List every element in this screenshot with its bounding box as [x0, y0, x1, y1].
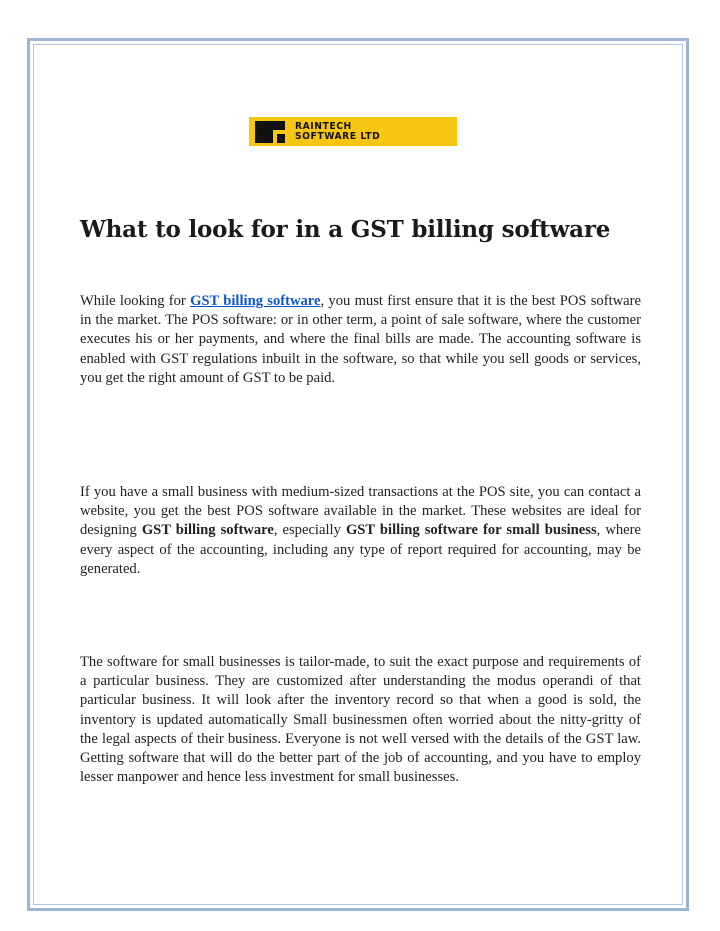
gst-billing-software-link[interactable]: GST billing software: [190, 293, 321, 309]
paragraph-intro-text-after: , you must first ensure that it is the best POS software in the market. The POS software: or in other term, a point of sale software, where the customer executes his or her payments, and where the final bills are made. The accounting software is enabled with GST regulations inbuilt in the software, so that while you sell goods or services, you get the right amount of GST to be paid.: [80, 293, 641, 386]
paragraph-tailor-made: The software for small businesses is tailor-made, to suit the exact purpose and requirements of a particular business. They are customized after understanding the modus operandi of that particular business. It will look after the inventory record so that when a good is sold, the inventory is updated automatically Small businessmen often worried about the nitty-gritty of the legal aspects of their business. Everyone is not well versed with the details of the GST law. Getting software that will do the better part of the job of accounting, and you have to employ lesser manpower and hence less investment for small businesses.: [80, 654, 641, 786]
paragraph-small-business-part-2: , especially: [273, 522, 346, 539]
company-logo: [249, 117, 457, 146]
bold-gst-billing-software: GST billing software: [141, 522, 274, 539]
raintech-logo-mark-icon: [255, 121, 285, 143]
paragraph-intro: [80, 292, 641, 388]
paragraph-small-business: [80, 483, 641, 579]
logo-line-1: RAINTECH: [295, 120, 352, 132]
bold-gst-billing-small-business: GST billing software for small business: [345, 522, 597, 539]
paragraph-intro-text-before: While looking for: [80, 293, 191, 309]
logo-line-2: SOFTWARE LTD: [295, 130, 381, 142]
paragraph-small-business-part-1: If you have a small business with medium-sized transactions at the POS site, you can contact a website, you get the best POS software available in the market. These websites are ideal for designing: [80, 484, 641, 539]
logo-wordmark: [295, 122, 380, 142]
page-title: What to look for in a GST billing software: [80, 216, 611, 243]
paragraph-small-business-part-3: , where every aspect of the accounting, including any type of report required for accounting, may be generated.: [80, 522, 641, 577]
